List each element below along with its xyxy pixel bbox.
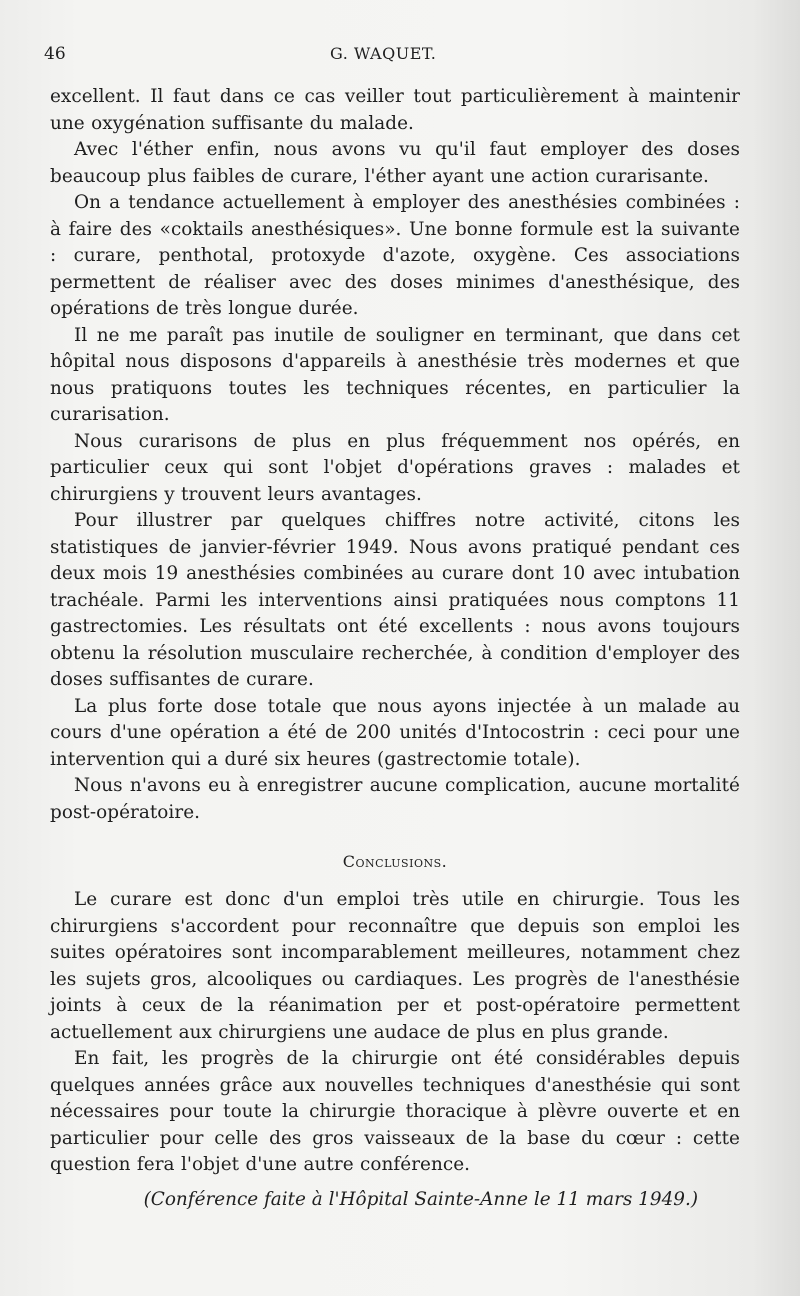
paragraph: excellent. Il faut dans ce cas veiller tout particulièrement à maintenir une oxygénation suffisante du malade. bbox=[50, 86, 740, 134]
conference-note: (Conférence faite à l'Hôpital Sainte-Anne le 11 mars 1949.) bbox=[143, 1188, 698, 1210]
paragraph: Le curare est donc d'un emploi très utile en chirurgie. Tous les chirurgiens s'accordent pour reconnaître que depuis son emploi les suites opératoires sont incomparablement meilleures, notamment chez les sujets gros, alcooliques ou cardiaques. Les progrès de l'anesthésie joints à ceux de la réanimation per et post-opératoire permettent actuellement aux chirurgiens une audace de plus en plus grande. bbox=[50, 889, 740, 1043]
page-number: 46 bbox=[44, 44, 66, 64]
paragraph: Pour illustrer par quelques chiffres notre activité, citons les statistiques de janvier-février 1949. Nous avons pratiqué pendant ces deux mois 19 anesthésies combinées au curare dont 10 avec intubation trachéale. Parmi les interventions ainsi pratiquées nous comptons 11 gastrectomies. Les résultats ont été excellents : nous avons toujours obtenu la résolution musculaire recherchée, à condition d'employer des doses suffisantes de curare. bbox=[50, 510, 740, 690]
paragraph: Nous curarisons de plus en plus fréquemment nos opérés, en particulier ceux qui sont l'objet d'opérations graves : malades et chirurgiens y trouvent leurs avantages. bbox=[50, 430, 740, 505]
running-head-author: G. WAQUET. bbox=[330, 44, 437, 63]
running-head bbox=[44, 42, 740, 66]
paragraph: Nous n'avons eu à enregistrer aucune complication, aucune mortalité post-opératoire. bbox=[50, 775, 740, 823]
paragraph: En fait, les progrès de la chirurgie ont été considérables depuis quelques années grâce aux nouvelles techniques d'anesthésie qui sont nécessaires pour toute la chirurgie thoracique à plèvre ouverte et en particulier pour celle des gros vaisseaux de la base du cœur : cette question fera l'objet d'une autre conférence. bbox=[50, 1048, 740, 1175]
paragraph: On a tendance actuellement à employer des anesthésies combinées : à faire des «coktails anesthésiques». Une bonne formule est la suivante : curare, penthotal, protoxyde d'azote, oxygène. Ces associations permettent de réaliser avec des doses minimes d'anesthésique, des opérations de très longue durée. bbox=[50, 192, 740, 319]
section-heading: Conclusions. bbox=[342, 852, 448, 871]
article-body bbox=[50, 84, 740, 1210]
paragraph: La plus forte dose totale que nous ayons injectée à un malade au cours d'une opération a été de 200 unités d'Intocostrin : ceci pour une intervention qui a duré six heures (gastrectomie totale). bbox=[50, 695, 740, 770]
paragraph: Il ne me paraît pas inutile de souligner en terminant, que dans cet hôpital nous disposons d'appareils à anesthésie très modernes et que nous pratiquons toutes les techniques récentes, en particulier la curarisation. bbox=[50, 324, 740, 425]
paragraph: Avec l'éther enfin, nous avons vu qu'il faut employer des doses beaucoup plus faibles de curare, l'éther ayant une action curarisante. bbox=[50, 139, 740, 187]
